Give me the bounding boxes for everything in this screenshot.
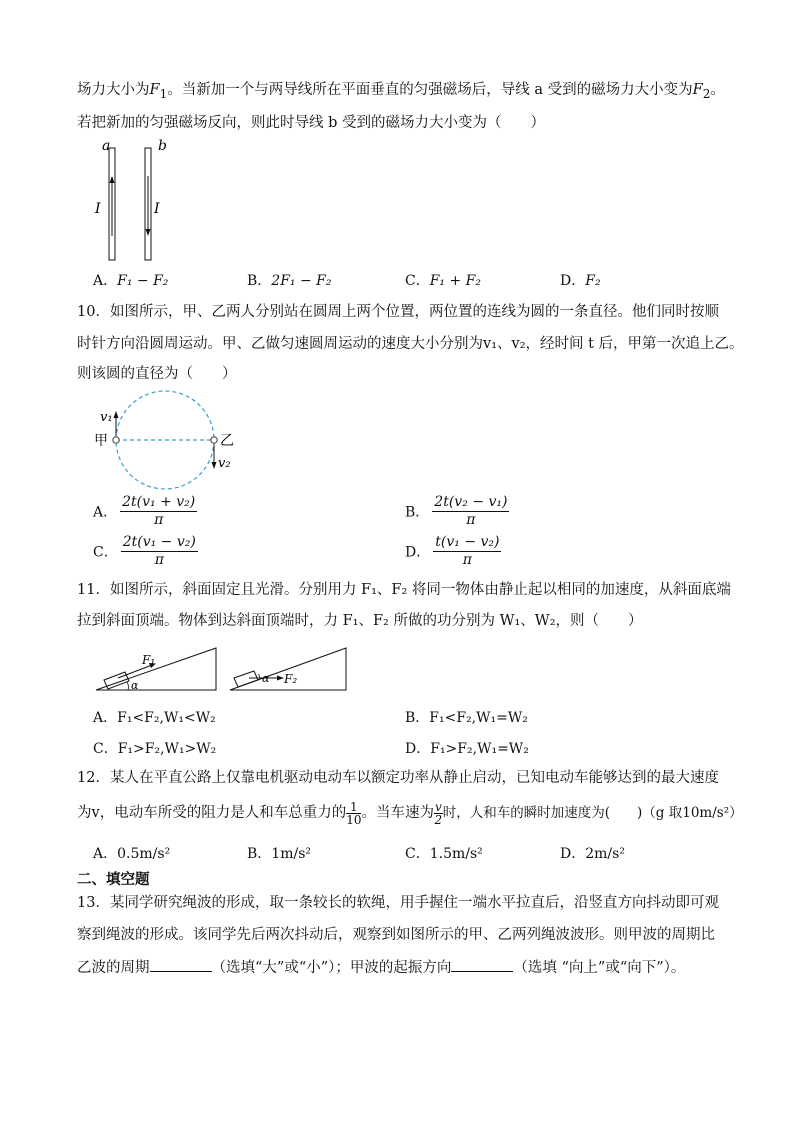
current-down-arrow bbox=[146, 229, 151, 236]
q9-option-b[interactable]: B．2F₁ − F₂ bbox=[247, 273, 332, 289]
q12-option-b[interactable]: B．1m/s² bbox=[247, 846, 311, 862]
person-yi-dot bbox=[211, 437, 217, 443]
incline-1 bbox=[96, 648, 216, 690]
q11-label-f1: F₁ bbox=[142, 653, 156, 667]
q13-line-1: 13．某同学研究绳波的形成，取一条较长的软绳，用手握住一端水平拉直后，沿竖直方向抖动即可观 bbox=[77, 895, 719, 911]
answer-blank-period[interactable] bbox=[150, 957, 212, 972]
fraction-one-tenth: $\frac{1}{10}$ bbox=[346, 799, 362, 827]
current-up-arrow bbox=[110, 176, 115, 183]
q9-wires-figure bbox=[92, 136, 182, 264]
q11-option-c[interactable]: C．F₁>F₂,W₁>W₂ bbox=[93, 741, 217, 757]
q9-line-2: 若把新加的匀强磁场反向，则此时导线 b 受到的磁场力大小变为（ ） bbox=[77, 115, 545, 131]
block-2 bbox=[234, 671, 258, 687]
q11-label-f2: F₂ bbox=[284, 672, 298, 686]
q11-line-1: 11．如图所示，斜面固定且光滑。分别用力 F₁、F₂ 将同一物体由静止起以相同的加速度，从斜面底端 bbox=[77, 582, 731, 598]
q13-line-2: 察到绳波的形成。该同学先后两次抖动后，观察到如图所示的甲、乙两列绳波波形。则甲波的周期比 bbox=[77, 927, 715, 943]
section-title-fill-in: 二、填空题 bbox=[77, 872, 150, 888]
q11-incline-figure bbox=[94, 644, 356, 694]
q12-option-a[interactable]: A．0.5m/s² bbox=[93, 846, 171, 862]
q10-option-c[interactable]: C． $\frac{\text{2t(v₁ − v₂)}}{\pi}$ bbox=[93, 534, 196, 568]
q11-label-alpha1: α bbox=[131, 679, 139, 692]
v2-arrow bbox=[212, 462, 217, 469]
q9-label-i-left: I bbox=[95, 201, 101, 217]
q10-option-d[interactable]: D． $\frac{\text{t(v₁ − v₂)}}{\pi}$ bbox=[405, 534, 500, 568]
q11-option-b[interactable]: B．F₁<F₂,W₁=W₂ bbox=[405, 710, 528, 726]
force-f2-arrow bbox=[277, 676, 284, 681]
answer-blank-direction[interactable] bbox=[451, 957, 513, 972]
q11-option-a[interactable]: A．F₁<F₂,W₁<W₂ bbox=[93, 710, 216, 726]
q12-line-1: 12．某人在平直公路上仅靠电机驱动电动车以额定功率从静止启动，已知电动车能够达到的最大速度 bbox=[77, 770, 719, 786]
q10-option-a[interactable]: A． $\frac{\text{2t(v₁ + v₂)}}{\pi}$ bbox=[93, 494, 196, 528]
q9-label-b: b bbox=[158, 138, 167, 154]
q10-option-b[interactable]: B． $\frac{\text{2t(v₂ − v₁)}}{\pi}$ bbox=[405, 494, 508, 528]
q12-option-d[interactable]: D．2m/s² bbox=[560, 846, 625, 862]
q9-option-a[interactable]: A．F₁ − F₂ bbox=[93, 273, 169, 289]
q10-line-2: 时针方向沿圆周运动。甲、乙做匀速圆周运动的速度大小分别为v₁、v₂，经时间 t 后，甲第一次追上乙。 bbox=[77, 336, 744, 352]
q10-line-3: 则该圆的直径为（ ） bbox=[77, 366, 237, 382]
q10-label-v2: v₂ bbox=[218, 456, 231, 471]
q10-circle-figure bbox=[90, 390, 250, 502]
q9-label-i-right: I bbox=[154, 201, 160, 217]
q9-option-d[interactable]: D．F₂ bbox=[560, 273, 601, 289]
q11-option-d[interactable]: D．F₁>F₂,W₁=W₂ bbox=[405, 741, 529, 757]
q13-line-3: 乙波的周期 （选填“大”或“小”）；甲波的起振方向 （选填 “向上”或“向下”）。 bbox=[77, 957, 685, 978]
person-jia-dot bbox=[113, 437, 119, 443]
v1-arrow bbox=[114, 411, 119, 418]
q11-line-2: 拉到斜面顶端。物体到达斜面顶端时，力 F₁、F₂ 所做的功分别为 W₁、W₂，则（ ） bbox=[77, 613, 643, 629]
q9-option-c[interactable]: C．F₁ + F₂ bbox=[405, 273, 482, 289]
q12-option-c[interactable]: C．1.5m/s² bbox=[405, 846, 483, 862]
q10-label-v1: v₁ bbox=[100, 410, 113, 425]
q10-label-jia: 甲 bbox=[94, 433, 108, 449]
q9-label-a: a bbox=[102, 138, 111, 154]
fraction-v-half: $\frac{v}{2}$ bbox=[434, 799, 443, 827]
q9-line-1: 场力大小为$F_1$。当新加一个与两导线所在平面垂直的匀强磁场后，导线 a 受到的磁场力大小变为$F_2$。 bbox=[77, 82, 725, 101]
q11-label-alpha2: α bbox=[262, 672, 270, 685]
q12-line-2: 为v，电动车所受的阻力是人和车总重力的 $\frac{1}{10}$ 。当车速为 $\frac{v}{2}$ 时，人和车的瞬时加速度为( )（g 取10m/s²） bbox=[77, 799, 743, 827]
block-1 bbox=[104, 672, 129, 689]
q10-line-1: 10．如图所示，甲、乙两人分别站在圆周上两个位置，两位置的连线为圆的一条直径。他们同时按顺 bbox=[77, 304, 719, 320]
q10-label-yi: 乙 bbox=[220, 433, 234, 449]
